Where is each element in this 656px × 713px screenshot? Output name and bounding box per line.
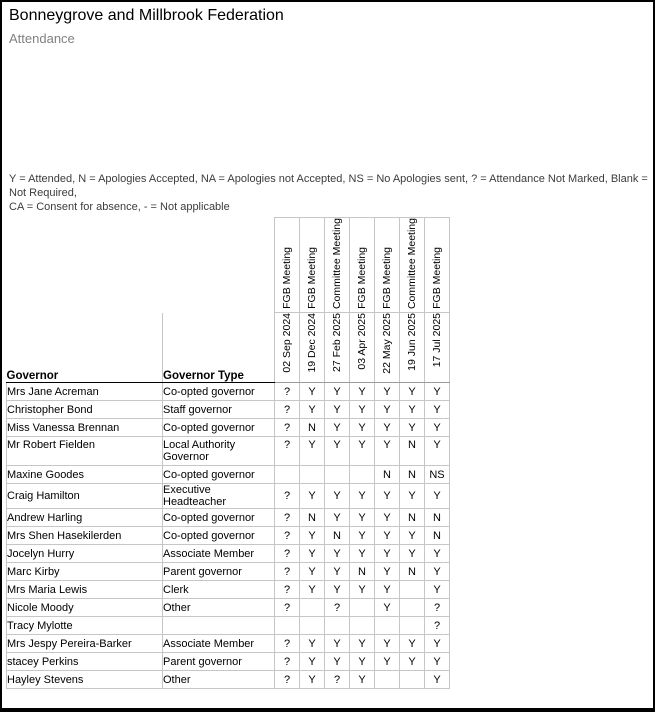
meeting-type-label: FGB Meeting [355,247,368,310]
attendance-cell: ? [275,599,300,617]
governor-type: Clerk [163,581,275,599]
attendance-cell [325,617,350,635]
attendance-cell: Y [350,484,375,509]
attendance-cell: Y [425,437,450,466]
header-spacer [7,218,275,313]
attendance-cell: Y [425,419,450,437]
governor-name: Andrew Harling [7,509,163,527]
governor-type: Co-opted governor [163,527,275,545]
attendance-cell: Y [325,563,350,581]
attendance-cell: Y [350,437,375,466]
attendance-cell: Y [300,563,325,581]
attendance-cell: Y [425,653,450,671]
attendance-cell [400,617,425,635]
governor-type: Staff governor [163,401,275,419]
meeting-date-header [350,313,375,383]
governor-name: Miss Vanessa Brennan [7,419,163,437]
table-row [7,599,450,617]
attendance-cell [275,617,300,635]
governor-type: Associate Member [163,635,275,653]
attendance-cell [350,599,375,617]
attendance-cell: Y [400,484,425,509]
meeting-date-label: 19 Dec 2024 [305,313,318,373]
attendance-cell: Y [375,563,400,581]
attendance-cell: Y [425,545,450,563]
attendance-cell: ? [275,401,300,419]
meeting-date-label: 02 Sep 2024 [280,313,293,373]
attendance-cell [300,466,325,484]
meeting-type-label: FGB Meeting [280,247,293,310]
attendance-cell: Y [425,581,450,599]
attendance-cell [350,466,375,484]
attendance-cell: N [400,437,425,466]
meeting-type-label: Committee Meeting [330,218,343,310]
attendance-cell: Y [325,509,350,527]
attendance-cell: Y [375,581,400,599]
table-row [7,484,450,509]
meeting-type-header [425,218,450,313]
governor-name: Maxine Goodes [7,466,163,484]
attendance-cell [275,466,300,484]
attendance-cell: Y [325,419,350,437]
attendance-cell: Y [325,635,350,653]
attendance-cell: ? [275,635,300,653]
meeting-type-header [300,218,325,313]
governor-name: Hayley Stevens [7,671,163,689]
attendance-key-line-2: CA = Consent for absence, - = Not applicable [9,201,230,213]
table-row [7,653,450,671]
meeting-date-header [325,313,350,383]
attendance-cell: ? [275,671,300,689]
attendance-cell [375,617,400,635]
governor-name: Mrs Jespy Pereira-Barker [7,635,163,653]
attendance-cell: Y [325,383,350,401]
attendance-key [9,172,654,214]
attendance-cell: Y [375,527,400,545]
governor-name: Craig Hamilton [7,484,163,509]
attendance-table [6,217,450,689]
attendance-cell: Y [375,545,400,563]
governor-type: Co-opted governor [163,466,275,484]
attendance-cell [300,599,325,617]
table-row [7,527,450,545]
governor-name: Marc Kirby [7,563,163,581]
governor-name: Christopher Bond [7,401,163,419]
governor-type [163,617,275,635]
attendance-cell: ? [325,671,350,689]
attendance-cell: Y [425,383,450,401]
attendance-cell: Y [300,401,325,419]
attendance-cell: Y [375,635,400,653]
meeting-type-row [7,218,450,313]
table-row [7,401,450,419]
attendance-cell: ? [275,437,300,466]
attendance-cell: ? [275,419,300,437]
governor-type: Executive Headteacher [163,484,275,509]
attendance-cell: ? [425,617,450,635]
attendance-cell: ? [275,484,300,509]
governor-type: Other [163,599,275,617]
governor-name: Tracy Mylotte [7,617,163,635]
meeting-date-label: 03 Apr 2025 [355,313,368,370]
attendance-cell: Y [300,653,325,671]
attendance-cell: ? [275,545,300,563]
attendance-cell: Y [300,383,325,401]
attendance-cell: Y [325,653,350,671]
attendance-cell [325,466,350,484]
attendance-cell: Y [400,635,425,653]
meeting-type-header [350,218,375,313]
table-row [7,509,450,527]
attendance-cell: Y [325,484,350,509]
attendance-cell [350,617,375,635]
attendance-cell: N [400,563,425,581]
attendance-cell: NS [425,466,450,484]
attendance-cell: Y [400,527,425,545]
attendance-cell: Y [350,401,375,419]
attendance-cell: Y [325,401,350,419]
meeting-date-header [425,313,450,383]
attendance-cell [375,671,400,689]
attendance-cell: N [300,509,325,527]
meeting-type-header [400,218,425,313]
governor-name: stacey Perkins [7,653,163,671]
governor-type: Co-opted governor [163,419,275,437]
attendance-cell: Y [375,599,400,617]
attendance-cell: ? [275,509,300,527]
attendance-cell: Y [375,419,400,437]
page-subtitle: Attendance [9,31,75,46]
attendance-cell: Y [350,581,375,599]
table-row [7,671,450,689]
attendance-table-body [7,383,450,689]
meeting-date-header [275,313,300,383]
governor-name: Mrs Shen Hasekilerden [7,527,163,545]
attendance-cell: N [400,466,425,484]
governor-name: Mrs Jane Acreman [7,383,163,401]
attendance-cell: Y [350,653,375,671]
attendance-cell: Y [300,545,325,563]
attendance-cell: Y [400,545,425,563]
attendance-cell: Y [350,527,375,545]
attendance-cell: ? [275,581,300,599]
meeting-type-label: FGB Meeting [430,247,443,310]
governor-column-header: Governor [7,313,163,383]
attendance-cell: Y [300,635,325,653]
meeting-date-header [300,313,325,383]
table-row [7,617,450,635]
attendance-cell: N [325,527,350,545]
governor-type: Other [163,671,275,689]
governor-type: Associate Member [163,545,275,563]
attendance-cell: Y [325,545,350,563]
attendance-cell: Y [300,437,325,466]
table-row [7,545,450,563]
attendance-cell: N [375,466,400,484]
attendance-cell: Y [350,671,375,689]
attendance-cell: Y [400,383,425,401]
attendance-cell: Y [350,419,375,437]
attendance-cell: Y [300,527,325,545]
attendance-cell: Y [375,437,400,466]
meeting-date-label: 19 Jun 2025 [405,313,418,371]
table-row [7,563,450,581]
governor-type-column-header: Governor Type [163,313,275,383]
meeting-date-label: 22 May 2025 [380,313,393,374]
meeting-type-label: Committee Meeting [405,218,418,310]
attendance-cell: Y [350,635,375,653]
attendance-cell: Y [300,581,325,599]
page-title: Bonneygrove and Millbrook Federation [9,7,284,24]
attendance-cell: Y [350,545,375,563]
governor-name: Jocelyn Hurry [7,545,163,563]
attendance-cell: N [425,509,450,527]
attendance-cell [400,581,425,599]
governor-type: Co-opted governor [163,509,275,527]
meeting-type-label: FGB Meeting [305,247,318,310]
attendance-cell: Y [350,509,375,527]
attendance-cell: N [400,509,425,527]
attendance-cell: Y [400,653,425,671]
attendance-cell: Y [400,401,425,419]
attendance-cell: ? [275,527,300,545]
attendance-cell: Y [425,671,450,689]
attendance-key-line-1: Y = Attended, N = Apologies Accepted, NA = Apologies not Accepted, NS = No Apologies sent, ? = Attendance Not Marked, Blank = Not Required, [9,173,648,199]
attendance-cell: Y [375,484,400,509]
attendance-cell: N [350,563,375,581]
meeting-type-header [375,218,400,313]
meeting-type-header [325,218,350,313]
attendance-cell [400,599,425,617]
governor-name: Nicole Moody [7,599,163,617]
meeting-date-row [7,313,450,383]
governor-type: Parent governor [163,563,275,581]
meeting-type-label: FGB Meeting [380,247,393,310]
governor-type: Local Authority Governor [163,437,275,466]
meeting-date-header [400,313,425,383]
attendance-cell: Y [400,419,425,437]
attendance-cell: Y [350,383,375,401]
table-row [7,437,450,466]
table-row [7,581,450,599]
attendance-cell: Y [425,563,450,581]
governor-type: Co-opted governor [163,383,275,401]
attendance-cell: ? [275,563,300,581]
meeting-type-header [275,218,300,313]
attendance-cell: Y [425,401,450,419]
attendance-cell [300,617,325,635]
attendance-cell: Y [300,671,325,689]
meeting-date-label: 27 Feb 2025 [330,313,343,373]
attendance-cell: ? [425,599,450,617]
table-row [7,466,450,484]
attendance-cell: Y [325,581,350,599]
meeting-date-label: 17 Jul 2025 [430,313,443,368]
attendance-cell: N [425,527,450,545]
attendance-cell: Y [425,484,450,509]
attendance-cell: Y [425,635,450,653]
table-row [7,419,450,437]
attendance-cell [400,671,425,689]
attendance-cell: ? [275,383,300,401]
meeting-date-header [375,313,400,383]
attendance-cell: N [300,419,325,437]
attendance-cell: Y [325,437,350,466]
governor-name: Mr Robert Fielden [7,437,163,466]
attendance-cell: Y [375,401,400,419]
attendance-cell: Y [375,509,400,527]
governor-type: Parent governor [163,653,275,671]
governor-name: Mrs Maria Lewis [7,581,163,599]
attendance-cell: Y [375,383,400,401]
attendance-cell: ? [275,653,300,671]
attendance-cell: Y [375,653,400,671]
attendance-cell: Y [300,484,325,509]
table-row [7,635,450,653]
table-row [7,383,450,401]
attendance-cell: ? [325,599,350,617]
